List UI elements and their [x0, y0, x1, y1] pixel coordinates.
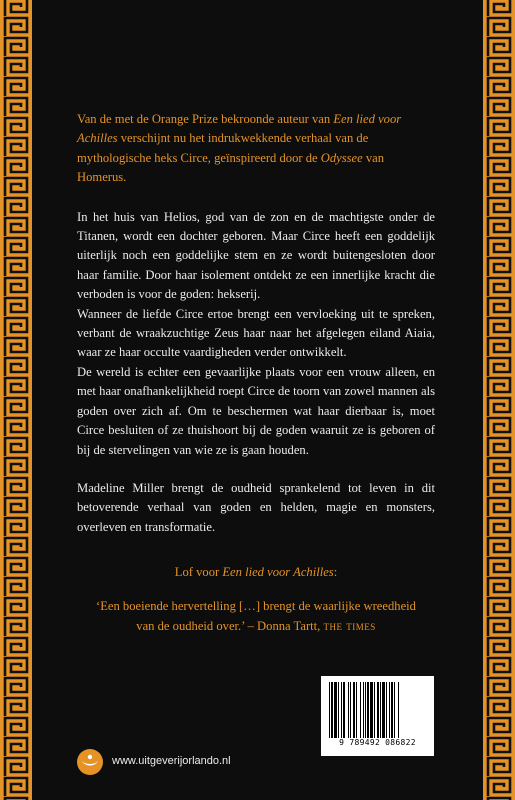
meander-border-left — [0, 0, 32, 800]
back-cover-text — [77, 110, 435, 636]
intro-text: Van de met de Orange Prize bekroonde auteur van — [77, 112, 334, 126]
quote-line-2: van de oudheid over.’ – Donna Tartt, — [136, 618, 324, 633]
intro-title-achilles: Een lied voor Achilles — [77, 112, 402, 146]
synopsis-paragraph-2: Wanneer de liefde Circe ertoe brengt een vervloeking uit te spreken, verbant de wraakzuchtige Zeus haar naar het afgelegen eiland Aiaia, waar ze haar occulte vaardigheden verder ontwikkelt. — [77, 306, 435, 360]
synopsis-paragraph-4: Madeline Miller brengt de oudheid sprankelend tot leven in dit betoverende verhaal van goden en helden, magie en monsters, overleven en transformatie. — [77, 480, 435, 534]
intro-text-cont: verschijnt nu het indrukwekkende verhaal van de mythologische heks Circe, geïnspireerd door de — [77, 131, 369, 165]
praise-heading-colon: : — [333, 565, 338, 580]
barcode-number: 9 789492 086822 — [339, 738, 416, 747]
isbn-barcode — [321, 676, 434, 756]
intro-text-end: van Homerus. — [77, 150, 385, 185]
quote-line-1: ‘Een boeiende hervertelling […] brengt de waarlijke wreedheid — [96, 598, 416, 613]
quote-source: the times — [323, 617, 376, 633]
synopsis-paragraph-3: De wereld is echter een gevaarlijke plaats voor een vrouw alleen, en met haar onafhankelijkheid roept Circe de toorn van zowel mannen als goden over zich af. Om te beschermen wat haar dierbaar is, moet Circe besluiten of ze thuishoort bij de goden waaruit ze is geboren of bij de stervelingen van wie ze is gaan houden. — [77, 364, 435, 457]
intro-title-odyssee: Odyssee — [320, 150, 363, 165]
synopsis — [77, 208, 435, 538]
praise-heading — [77, 563, 435, 582]
praise-heading-title: Een lied voor Achilles — [222, 565, 334, 580]
publisher-website[interactable]: www.uitgeverijorlando.nl — [112, 755, 231, 767]
synopsis-paragraph-1: In het huis van Helios, god van de zon en de machtigste onder de Titanen, wordt een dochter geboren. Maar Circe heeft een goddelijk uiterlijk noch een goddelijke stem en ze wordt buitengesloten door haar familie. Door haar isolement ontdekt ze een innerlijke kracht die verboden is voor de goden: hekserij. — [77, 209, 435, 302]
orlando-logo-icon — [76, 748, 104, 776]
intro-blurb — [77, 110, 435, 188]
praise-heading-text: Lof voor — [174, 565, 223, 580]
meander-border-right — [483, 0, 515, 800]
praise-quote — [77, 597, 435, 636]
barcode-bars — [329, 682, 426, 738]
praise-block — [77, 563, 435, 635]
